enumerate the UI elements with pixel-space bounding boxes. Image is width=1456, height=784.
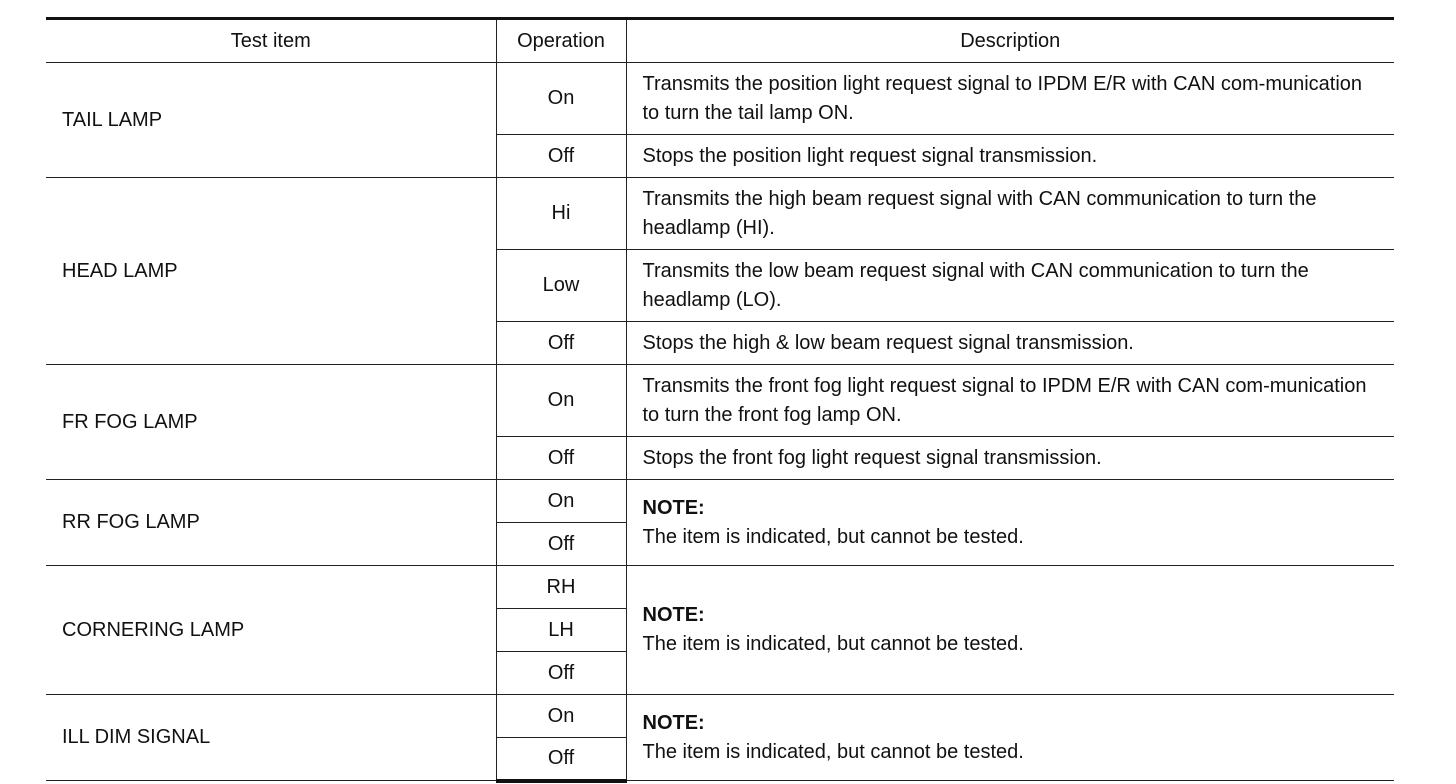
table-row	[46, 178, 1394, 250]
table-row	[46, 365, 1394, 437]
description-cell: Transmits the position light request signal to IPDM E/R with CAN com-munication to turn the tail lamp ON.	[626, 63, 1394, 135]
operation-cell: RH	[496, 566, 626, 609]
operation-cell: Off	[496, 437, 626, 480]
operation-cell: Off	[496, 738, 626, 781]
operation-cell: On	[496, 365, 626, 437]
note-cell	[626, 480, 1394, 566]
table-row	[46, 566, 1394, 609]
operation-cell: On	[496, 63, 626, 135]
header-row	[46, 19, 1394, 63]
operation-cell: Hi	[496, 178, 626, 250]
description-cell: Transmits the front fog light request signal to IPDM E/R with CAN com-munication to turn the front fog lamp ON.	[626, 365, 1394, 437]
note-label: NOTE:	[642, 711, 705, 734]
note-cell	[626, 566, 1394, 695]
table-row	[46, 480, 1394, 523]
description-cell: Transmits the high beam request signal with CAN communication to turn the headlamp (HI).	[626, 178, 1394, 250]
description-cell: Stops the front fog light request signal transmission.	[626, 437, 1394, 480]
operation-cell: On	[496, 695, 626, 738]
note-label: NOTE:	[642, 604, 705, 626]
operation-cell: Off	[496, 652, 626, 695]
operation-cell: Low	[496, 250, 626, 322]
header-test-item: Test item	[46, 19, 496, 63]
operation-cell: Off	[496, 322, 626, 365]
table-row	[46, 63, 1394, 135]
description-cell: Stops the high & low beam request signal transmission.	[626, 322, 1394, 365]
note-label: NOTE:	[642, 496, 705, 519]
test-item-rr-fog-lamp: RR FOG LAMP	[46, 480, 496, 566]
table-row	[46, 695, 1394, 738]
header-operation: Operation	[496, 19, 626, 63]
test-item-cornering-lamp: CORNERING LAMP	[46, 566, 496, 695]
test-item-head-lamp: HEAD LAMP	[46, 178, 496, 365]
note-text: The item is indicated, but cannot be tested.	[642, 740, 1024, 763]
note-text: The item is indicated, but cannot be tested.	[642, 525, 1024, 548]
note-text: The item is indicated, but cannot be tested.	[642, 633, 1024, 655]
operation-cell: On	[496, 480, 626, 523]
description-cell: Stops the position light request signal transmission.	[626, 135, 1394, 178]
description-cell: Transmits the low beam request signal with CAN communication to turn the headlamp (LO).	[626, 250, 1394, 322]
header-description: Description	[626, 19, 1394, 63]
active-test-table	[46, 17, 1394, 783]
operation-cell: LH	[496, 609, 626, 652]
test-item-tail-lamp: TAIL LAMP	[46, 63, 496, 178]
operation-cell: Off	[496, 135, 626, 178]
operation-cell: Off	[496, 523, 626, 566]
test-item-ill-dim-signal: ILL DIM SIGNAL	[46, 695, 496, 781]
note-cell	[626, 695, 1394, 781]
test-item-fr-fog-lamp: FR FOG LAMP	[46, 365, 496, 480]
